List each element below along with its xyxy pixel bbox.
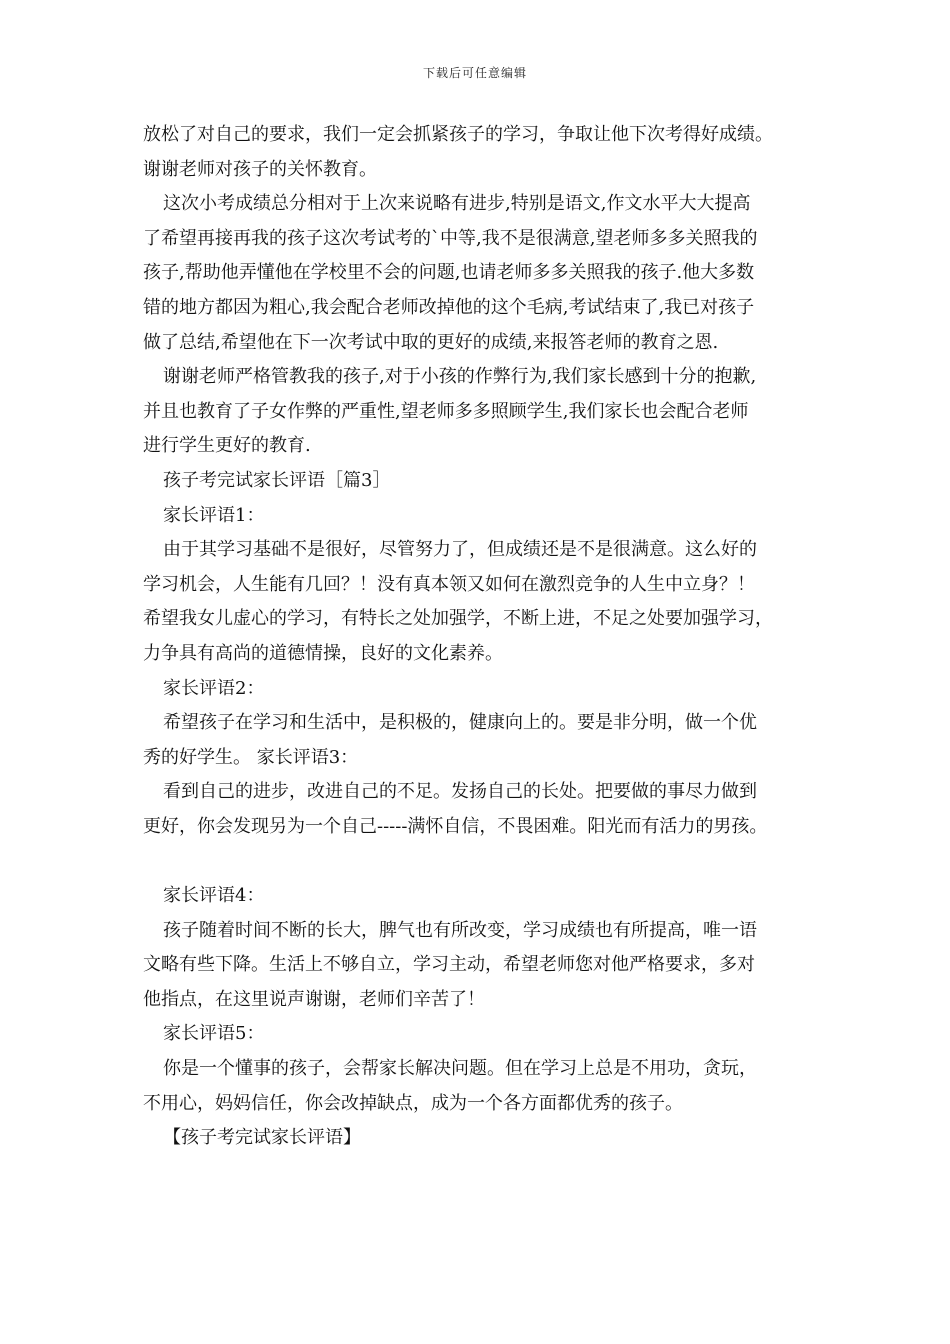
text-line: 孩子随着时间不断的长大，脾气也有所改变，学习成绩也有所提高，唯一语 — [163, 919, 757, 941]
text-line: 学习机会，人生能有几回？！没有真本领又如何在激烈竞争的人生中立身？！ — [143, 573, 755, 595]
text-line: 你是一个懂事的孩子，会帮家长解决问题。但在学习上总是不用功，贪玩， — [163, 1058, 757, 1080]
document-body — [143, 118, 823, 1156]
text-line: 家长评语1： — [163, 504, 265, 526]
text-line: 【孩子考完试家长评语】 — [163, 1127, 361, 1149]
text-line: 了希望再接再我的孩子这次考试考的`中等,我不是很满意,望老师多多关照我的 — [143, 227, 758, 249]
text-line: 由于其学习基础不是很好，尽管努力了，但成绩还是不是很满意。这么好的 — [163, 539, 757, 561]
text-line: 不用心，妈妈信任，你会改掉缺点，成为一个各方面都优秀的孩子。 — [143, 1092, 683, 1114]
page-header: 下载后可任意编辑 — [422, 66, 527, 80]
text-line: 孩子,帮助他弄懂他在学校里不会的问题,也请老师多多关照我的孩子.他大多数 — [143, 262, 755, 284]
text-line: 错的地方都因为粗心,我会配合老师改掉他的这个毛病,考试结束了,我已对孩子 — [143, 296, 755, 318]
text-line: 谢谢老师严格管教我的孩子,对于小孩的作弊行为,我们家长感到十分的抱歉, — [163, 366, 757, 388]
text-line: 希望孩子在学习和生活中，是积极的，健康向上的。要是非分明，做一个优 — [163, 712, 757, 734]
text-line: 他指点，在这里说声谢谢，老师们辛苦了！ — [143, 988, 485, 1010]
text-line: 文略有些下降。生活上不够自立，学习主动，希望老师您对他严格要求，多对 — [143, 954, 755, 976]
text-line: 看到自己的进步，改进自己的不足。发扬自己的长处。把要做的事尽力做到 — [163, 781, 757, 803]
text-line: 秀的好学生。 家长评语3： — [143, 746, 359, 768]
text-line: 力争具有高尚的道德情操，良好的文化素养。 — [143, 642, 503, 664]
text-line: 家长评语5： — [163, 1023, 265, 1045]
text-line: 孩子考完试家长评语［篇3］ — [163, 469, 391, 491]
text-line: 希望我女儿虚心的学习，有特长之处加强学，不断上进，不足之处要加强学习， — [143, 608, 773, 630]
text-line: 放松了对自己的要求，我们一定会抓紧孩子的学习，争取让他下次考得好成绩。 — [143, 124, 773, 145]
text-line: 家长评语4： — [163, 885, 265, 907]
blank-line — [143, 844, 823, 879]
text-line: 谢谢老师对孩子的关怀教育。 — [143, 158, 377, 180]
text-line: 进行学生更好的教育. — [143, 435, 311, 457]
text-line: 这次小考成绩总分相对于上次来说略有进步,特别是语文,作文水平大大提高 — [163, 193, 751, 215]
text-line: 家长评语2： — [163, 677, 265, 699]
text-line: 做了总结,希望他在下一次考试中取的更好的成绩,来报答老师的教育之恩. — [143, 331, 719, 353]
text-line: 更好，你会发现另为一个自己-----满怀自信，不畏困难。阳光而有活力的男孩。 — [143, 815, 768, 837]
text-line: 并且也教育了子女作弊的严重性,望老师多多照顾学生,我们家长也会配合老师 — [143, 400, 749, 422]
